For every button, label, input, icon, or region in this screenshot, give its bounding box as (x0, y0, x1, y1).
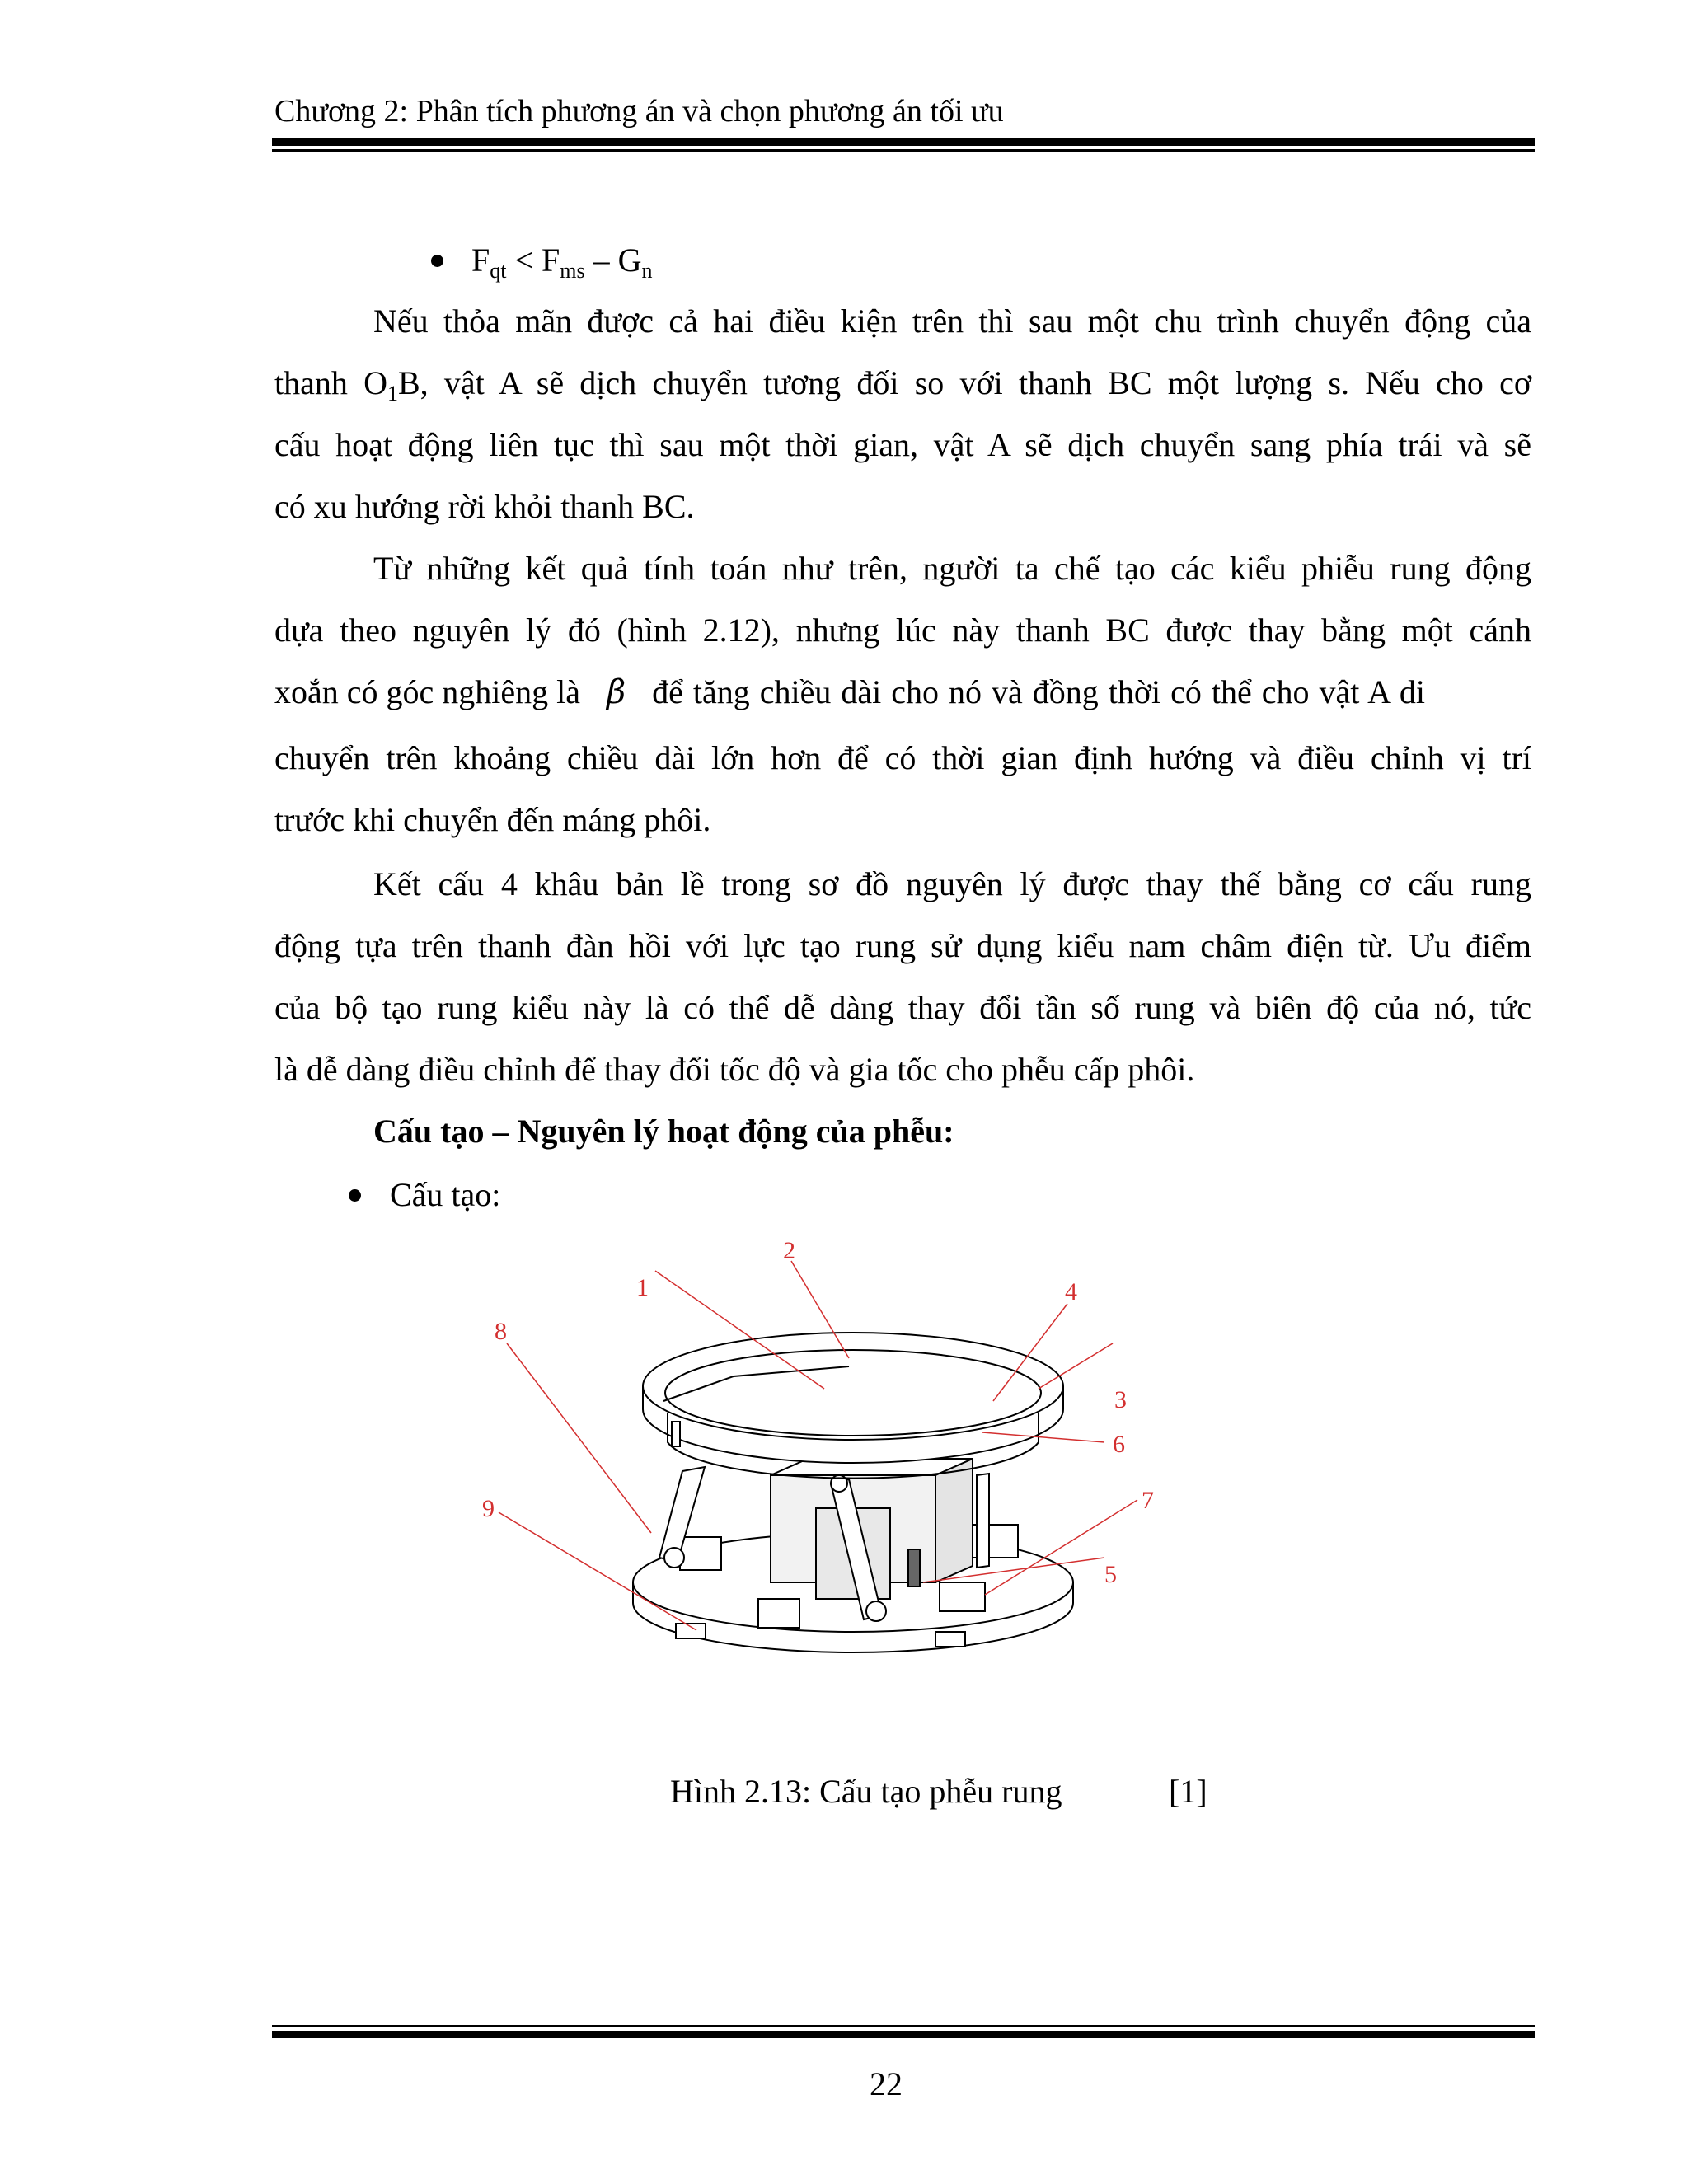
label-2: 2 (783, 1237, 795, 1264)
label-6: 6 (1113, 1431, 1125, 1458)
label-8: 8 (495, 1318, 507, 1345)
para2-line3 (274, 673, 1531, 711)
footer-rule-thin (272, 2025, 1535, 2027)
bullet-formula (431, 255, 443, 267)
formula-line (471, 241, 653, 283)
label-9: 9 (482, 1495, 495, 1522)
running-header: Chương 2: Phân tích phương án và chọn phương án tối ưu (274, 94, 1004, 129)
header-rule-thin (272, 149, 1535, 152)
para2-line3-b: để tăng chiều dài cho nó và đồng thời có thể cho vật A di (652, 673, 1425, 710)
para1-line2-a: thanh O (274, 364, 387, 401)
label-3: 3 (1114, 1386, 1127, 1413)
label-5: 5 (1104, 1561, 1117, 1588)
formula-f2-sub: ms (560, 259, 585, 283)
footer-rule-thick (272, 2031, 1535, 2038)
structure-label: Cấu tạo: (390, 1176, 501, 1213)
label-1: 1 (636, 1274, 649, 1301)
label-4: 4 (1065, 1278, 1077, 1305)
formula-f: F (471, 241, 490, 279)
para1-line3: cấu hoạt động liên tục thì sau một thời gian, vật A sẽ dịch chuyển sang phía trái và sẽ (274, 426, 1531, 463)
formula-f-sub: qt (490, 259, 507, 283)
para1-line2-sub: 1 (387, 382, 398, 405)
para2-line4: chuyển trên khoảng chiều dài lớn hơn để có thời gian định hướng và điều chỉnh vị trí (274, 739, 1531, 776)
para3-line4: là dễ dàng điều chỉnh để thay đổi tốc độ và gia tốc cho phễu cấp phôi. (274, 1051, 1195, 1088)
para2-line5: trước khi chuyển đến máng phôi. (274, 801, 711, 838)
para1-line4: có xu hướng rời khỏi thanh BC. (274, 488, 695, 525)
formula-g-sub: n (641, 259, 653, 283)
section-subheading: Cấu tạo – Nguyên lý hoạt động của phễu: (373, 1113, 954, 1150)
para3-line2: động tựa trên thanh đàn hồi với lực tạo rung sử dụng kiểu nam châm điện từ. Ưu điểm (274, 927, 1531, 964)
page-number: 22 (870, 2065, 903, 2102)
para3-line3: của bộ tạo rung kiểu này là có thể dễ dàng thay đổi tần số rung và biên độ của nó, tức (274, 989, 1531, 1026)
vibratory-bowl-drawing (462, 1236, 1187, 1714)
para1-line2-b: B, vật A sẽ dịch chuyển tương đối so với thanh BC một lượng s. Nếu cho cơ (398, 364, 1531, 401)
para2-line2: dựa theo nguyên lý đó (hình 2.12), nhưng lúc này thanh BC được thay bằng một cánh (274, 612, 1531, 649)
figure-caption: Hình 2.13: Cấu tạo phễu rung (670, 1773, 1062, 1810)
para2-line1: Từ những kết quả tính toán như trên, người ta chế tạo các kiểu phiễu rung động (373, 550, 1531, 587)
structure-bullet-text (390, 1176, 501, 1213)
beta-symbol: β (607, 673, 626, 711)
para3-line1: Kết cấu 4 khâu bản lề trong sơ đồ nguyên lý được thay thế bằng cơ cấu rung (373, 865, 1531, 902)
figure-reference: [1] (1169, 1773, 1207, 1810)
para1-line1: Nếu thỏa mãn được cả hai điều kiện trên thì sau một chu trình chuyển động của (373, 302, 1531, 340)
label-7: 7 (1142, 1487, 1154, 1514)
formula-op: < F (506, 241, 560, 279)
vibratory-bowl-figure (462, 1236, 1187, 1714)
bullet-structure (349, 1189, 361, 1202)
para1-line2 (274, 364, 1531, 405)
formula-rest: – G (584, 241, 642, 279)
para2-line3-a: xoắn có góc nghiêng là (274, 673, 580, 710)
header-rule-thick (272, 138, 1535, 146)
